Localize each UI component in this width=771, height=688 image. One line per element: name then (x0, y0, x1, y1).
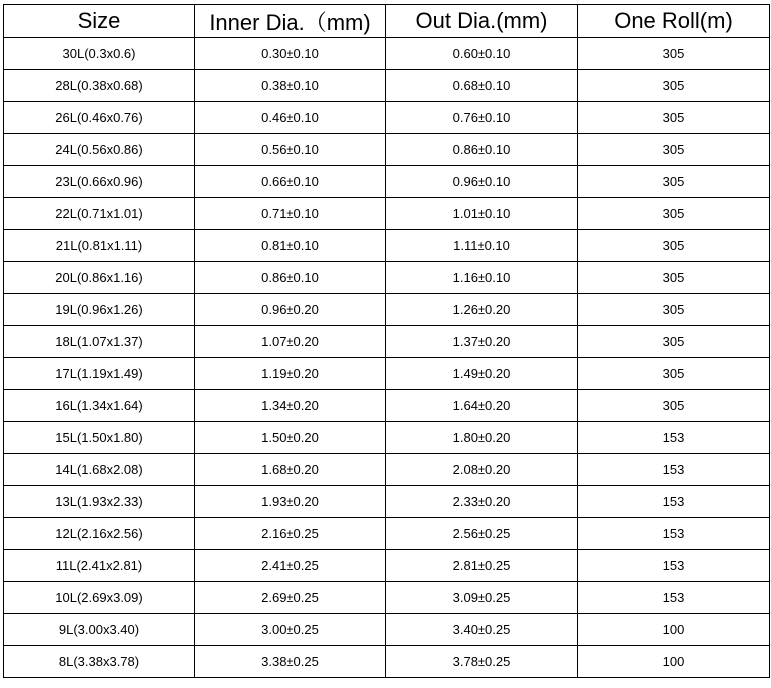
cell-outer-diameter: 0.86±0.10 (386, 134, 578, 166)
header-one-roll: One Roll(m) (578, 5, 770, 38)
table-row (4, 422, 770, 454)
cell-roll-length: 153 (578, 518, 770, 550)
cell-roll-length: 305 (578, 262, 770, 294)
cell-inner-diameter: 3.00±0.25 (195, 614, 386, 646)
cell-outer-diameter: 0.96±0.10 (386, 166, 578, 198)
table-row (4, 390, 770, 422)
cell-roll-length: 153 (578, 582, 770, 614)
cell-roll-length: 305 (578, 390, 770, 422)
header-outer-diameter: Out Dia.(mm) (386, 5, 578, 38)
cell-size: 17L(1.19x1.49) (4, 358, 195, 390)
cell-size: 22L(0.71x1.01) (4, 198, 195, 230)
table-row (4, 198, 770, 230)
cell-inner-diameter: 0.81±0.10 (195, 230, 386, 262)
cell-roll-length: 305 (578, 38, 770, 70)
table-row (4, 134, 770, 166)
table-row (4, 102, 770, 134)
cell-inner-diameter: 1.07±0.20 (195, 326, 386, 358)
cell-inner-diameter: 1.68±0.20 (195, 454, 386, 486)
cell-size: 12L(2.16x2.56) (4, 518, 195, 550)
cell-inner-diameter: 2.41±0.25 (195, 550, 386, 582)
table-row (4, 550, 770, 582)
cell-outer-diameter: 0.68±0.10 (386, 70, 578, 102)
cell-outer-diameter: 3.40±0.25 (386, 614, 578, 646)
cell-outer-diameter: 1.37±0.20 (386, 326, 578, 358)
cell-outer-diameter: 1.11±0.10 (386, 230, 578, 262)
cell-roll-length: 153 (578, 454, 770, 486)
table-row (4, 358, 770, 390)
cell-inner-diameter: 0.66±0.10 (195, 166, 386, 198)
cell-inner-diameter: 0.56±0.10 (195, 134, 386, 166)
cell-roll-length: 305 (578, 102, 770, 134)
cell-size: 14L(1.68x2.08) (4, 454, 195, 486)
cell-outer-diameter: 0.60±0.10 (386, 38, 578, 70)
cell-roll-length: 305 (578, 326, 770, 358)
cell-roll-length: 305 (578, 70, 770, 102)
cell-roll-length: 153 (578, 422, 770, 454)
cell-size: 21L(0.81x1.11) (4, 230, 195, 262)
cell-size: 19L(0.96x1.26) (4, 294, 195, 326)
cell-outer-diameter: 1.16±0.10 (386, 262, 578, 294)
cell-size: 9L(3.00x3.40) (4, 614, 195, 646)
cell-outer-diameter: 1.64±0.20 (386, 390, 578, 422)
table-row (4, 454, 770, 486)
cell-inner-diameter: 0.96±0.20 (195, 294, 386, 326)
table-row (4, 326, 770, 358)
table-row (4, 166, 770, 198)
cell-inner-diameter: 0.30±0.10 (195, 38, 386, 70)
table-row (4, 646, 770, 678)
cell-size: 16L(1.34x1.64) (4, 390, 195, 422)
header-size: Size (4, 5, 195, 38)
cell-outer-diameter: 1.01±0.10 (386, 198, 578, 230)
cell-outer-diameter: 2.08±0.20 (386, 454, 578, 486)
cell-outer-diameter: 0.76±0.10 (386, 102, 578, 134)
cell-outer-diameter: 2.81±0.25 (386, 550, 578, 582)
cell-size: 20L(0.86x1.16) (4, 262, 195, 294)
table-row (4, 614, 770, 646)
cell-inner-diameter: 0.86±0.10 (195, 262, 386, 294)
cell-inner-diameter: 0.71±0.10 (195, 198, 386, 230)
table-row (4, 262, 770, 294)
cell-outer-diameter: 3.09±0.25 (386, 582, 578, 614)
table-row (4, 518, 770, 550)
cell-size: 24L(0.56x0.86) (4, 134, 195, 166)
cell-size: 23L(0.66x0.96) (4, 166, 195, 198)
cell-outer-diameter: 3.78±0.25 (386, 646, 578, 678)
table-row (4, 38, 770, 70)
cell-size: 10L(2.69x3.09) (4, 582, 195, 614)
cell-size: 13L(1.93x2.33) (4, 486, 195, 518)
cell-roll-length: 305 (578, 134, 770, 166)
cell-inner-diameter: 2.16±0.25 (195, 518, 386, 550)
table-row (4, 230, 770, 262)
cell-roll-length: 100 (578, 614, 770, 646)
cell-size: 28L(0.38x0.68) (4, 70, 195, 102)
header-row (4, 5, 770, 38)
cell-inner-diameter: 2.69±0.25 (195, 582, 386, 614)
cell-inner-diameter: 1.19±0.20 (195, 358, 386, 390)
spec-table (3, 4, 770, 678)
cell-size: 8L(3.38x3.78) (4, 646, 195, 678)
table-row (4, 294, 770, 326)
table-row (4, 70, 770, 102)
cell-inner-diameter: 3.38±0.25 (195, 646, 386, 678)
cell-outer-diameter: 2.33±0.20 (386, 486, 578, 518)
cell-inner-diameter: 1.34±0.20 (195, 390, 386, 422)
cell-roll-length: 153 (578, 486, 770, 518)
cell-roll-length: 305 (578, 198, 770, 230)
cell-roll-length: 305 (578, 294, 770, 326)
table-row (4, 486, 770, 518)
table-row (4, 582, 770, 614)
cell-inner-diameter: 0.38±0.10 (195, 70, 386, 102)
cell-size: 15L(1.50x1.80) (4, 422, 195, 454)
cell-roll-length: 100 (578, 646, 770, 678)
cell-outer-diameter: 1.49±0.20 (386, 358, 578, 390)
cell-roll-length: 305 (578, 230, 770, 262)
cell-inner-diameter: 1.50±0.20 (195, 422, 386, 454)
cell-outer-diameter: 1.26±0.20 (386, 294, 578, 326)
cell-inner-diameter: 1.93±0.20 (195, 486, 386, 518)
cell-inner-diameter: 0.46±0.10 (195, 102, 386, 134)
cell-size: 18L(1.07x1.37) (4, 326, 195, 358)
cell-size: 30L(0.3x0.6) (4, 38, 195, 70)
cell-size: 26L(0.46x0.76) (4, 102, 195, 134)
cell-roll-length: 305 (578, 166, 770, 198)
cell-roll-length: 153 (578, 550, 770, 582)
cell-outer-diameter: 1.80±0.20 (386, 422, 578, 454)
cell-size: 11L(2.41x2.81) (4, 550, 195, 582)
header-inner-diameter: Inner Dia.（mm) (195, 5, 386, 38)
cell-outer-diameter: 2.56±0.25 (386, 518, 578, 550)
cell-roll-length: 305 (578, 358, 770, 390)
